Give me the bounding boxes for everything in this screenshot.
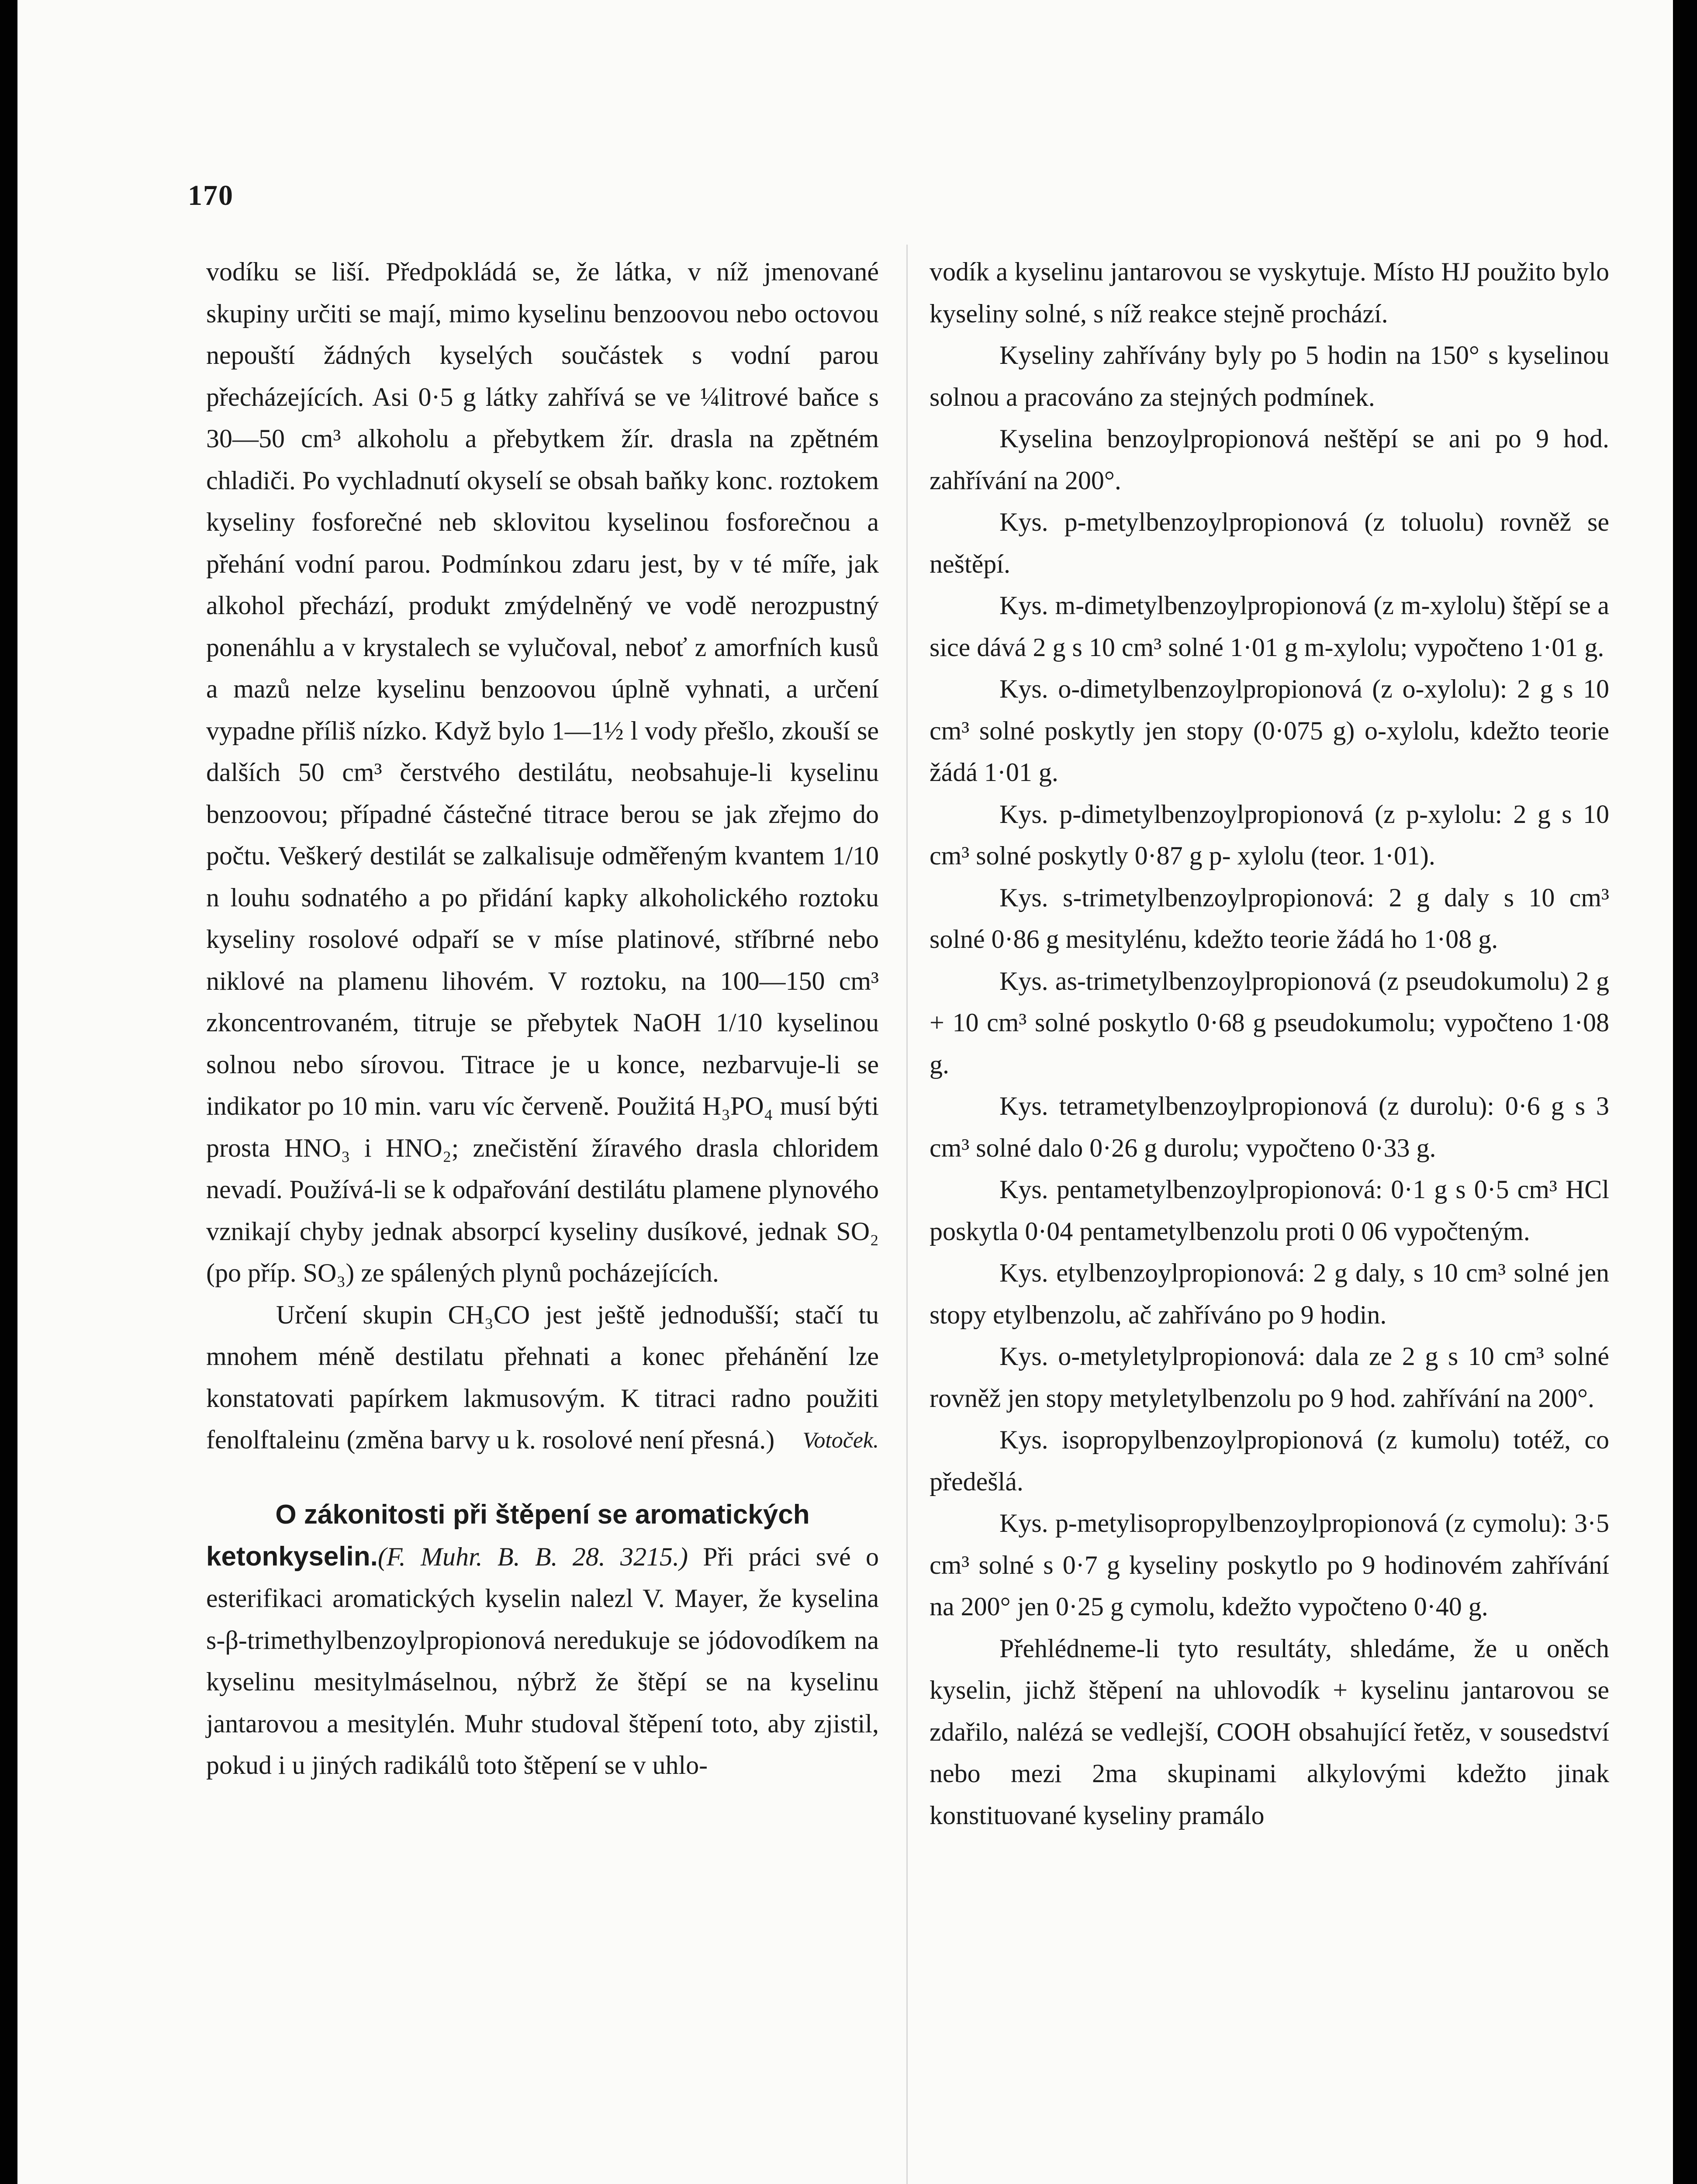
paragraph: Kys. o-dimetylbenzoylpropionová (z o-xylolu): 2 g s 10 cm³ solné poskytly jen stopy (0·075 g) o-xylolu, kdežto teorie žádá 1·01 g. [930, 674, 1609, 787]
paragraph: Určení skupin CH₃CO jest ještě jednodušší; stačí tu mnohem méně destilatu přehnati a konec přehánění lze konstatovati papírkem lakmusovým. K titraci radno použiti fenolftaleinu (změna barvy u k. rosolové není přesná.) [206, 1300, 879, 1454]
article-heading-continued: ketonkyselin. [206, 1541, 378, 1572]
author-signature: Votoček. [802, 1427, 879, 1453]
paragraph: Kys. isopropylbenzoylpropionová (z kumolu) totéž, co předešlá. [930, 1425, 1609, 1496]
paragraph: vodíku se liší. Předpokládá se, že látka, v níž jmenované skupiny určiti se mají, mimo kyselinu benzoovou nebo octovou nepouští žádných kyselých součástek s vodní parou přecházejících. Asi 0·5 g látky zahřívá se ve ¼litrové baňce s 30—50 cm³ alkoholu a přebytkem žír. drasla na zpětném chladiči. Po vychladnutí okyselí se obsah baňky konc. roztokem kyseliny fosforečné neb sklovitou kyselinou fosforečnou a přehání vodní parou. Podmínkou zdaru jest, by v té míře, jak alkohol přechází, produkt zmýdelněný ve vodě nerozpustný ponenáhlu a v krystalech se vylučoval, neboť z amorfních kusů a mazů nelze kyselinu benzoovou úplně vyhnati, a určení vypadne příliš nízko. Když bylo 1—1½ l vody přešlo, zkouší se dalších 50 cm³ čerstvého destilátu, neobsahuje-li kyselinu benzoovou; případné částečné titrace berou se jak zřejmo do počtu. Veškerý destilát se zalkalisuje odměřeným kvantem 1/10 n louhu sodnatého a po přidání kapky alkoholického roztoku kyseliny rosolové odpaří se v míse platinové, stříbrné nebo niklové na plamenu lihovém. V roztoku, na 100—150 cm³ zkoncentrovaném, titruje se přebytek NaOH 1/10 kyselinou solnou nebo sírovou. Titrace je u konce, nezbarvuje-li se indikator po 10 min. varu víc červeně. Použitá H₃PO₄ musí býti prosta HNO₃ i HNO₂; znečistění žíravého drasla chloridem nevadí. Používá-li se k odpařování destilátu plamene plynového vznikají chyby jednak absorpcí kyseliny dusíkové, jednak SO₂ (po příp. SO₃) ze spálených plynů pocházejících. [206, 257, 879, 1287]
paragraph: Kyseliny zahřívány byly po 5 hodin na 150° s kyselinou solnou a pracováno za stejných podmínek. [930, 341, 1609, 411]
right-column [930, 251, 1609, 1836]
column-divider [906, 245, 908, 2184]
paragraph: Kyselina benzoylpropionová neštěpí se ani po 9 hod. zahřívání na 200°. [930, 424, 1609, 495]
paragraph: Kys. as-trimetylbenzoylpropionová (z pseudokumolu) 2 g + 10 cm³ solné poskytlo 0·68 g pseudokumolu; vypočteno 1·08 g. [930, 966, 1609, 1079]
citation: (F. Muhr. B. B. 28. 3215.) [377, 1542, 688, 1571]
left-column [206, 251, 879, 1787]
article-first-paragraph [206, 1536, 879, 1787]
page-number: 170 [188, 180, 234, 211]
article-heading: O zákonitosti při štěpení se aromatických [275, 1500, 810, 1530]
paragraph: Kys. m-dimetylbenzoylpropionová (z m-xylolu) štěpí se a sice dává 2 g s 10 cm³ solné 1·01 g m-xylolu; vypočteno 1·01 g. [930, 591, 1609, 662]
book-page [17, 0, 1673, 2184]
paragraph: Kys. p-metylbenzoylpropionová (z toluolu) rovněž se neštěpí. [930, 508, 1609, 578]
paragraph: Kys. p-metylisopropylbenzoylpropionová (z cymolu): 3·5 cm³ solné s 0·7 g kyseliny poskytlo po 9 hodinovém zahřívání na 200° jen 0·25 g cymolu, kdežto vypočteno 0·40 g. [930, 1509, 1609, 1621]
paragraph: Kys. o-metyletylpropionová: dala ze 2 g s 10 cm³ solné rovněž jen stopy metyletylbenzolu po 9 hod. zahřívání na 200°. [930, 1342, 1609, 1413]
paragraph-text: Při práci své o esterifikaci aromatických kyselin nalezl V. Mayer, že kyselina s-β-trimethylbenzoylpropionová neredukuje se jódovodíkem na kyselinu mesitylmáselnou, nýbrž že štěpí se na kyselinu jantarovou a mesitylén. Muhr studoval štěpení toto, aby zjistil, pokud i u jiných radikálů toto štěpení se v uhlo- [206, 1542, 879, 1780]
paragraph: Kys. etylbenzoylpropionová: 2 g daly, s 10 cm³ solné jen stopy etylbenzolu, ač zahříváno po 9 hodin. [930, 1258, 1609, 1329]
paragraph: Přehlédneme-li tyto resultáty, shledáme, že u oněch kyselin, jichž štěpení na uhlovodík + kyselinu jantarovou se zdařilo, nalézá se vedlejší, COOH obsahující řetěz, v sousedství nebo mezi 2ma skupinami alkylovými kdežto jinak konstituované kyseliny pramálo [930, 1634, 1609, 1830]
paragraph: Kys. s-trimetylbenzoylpropionová: 2 g daly s 10 cm³ solné 0·86 g mesitylénu, kdežto teorie žádá ho 1·08 g. [930, 883, 1609, 954]
paragraph: Kys. p-dimetylbenzoylpropionová (z p-xylolu: 2 g s 10 cm³ solné poskytly 0·87 g p- xylolu (teor. 1·01). [930, 799, 1609, 870]
paragraph: Kys. pentametylbenzoylpropionová: 0·1 g s 0·5 cm³ HCl poskytla 0·04 pentametylbenzolu proti 0 06 vypočteným. [930, 1175, 1609, 1246]
paragraph: vodík a kyselinu jantarovou se vyskytuje. Místo HJ použito bylo kyseliny solné, s níž reakce stejně prochází. [930, 257, 1609, 328]
paragraph: Kys. tetrametylbenzoylpropionová (z durolu): 0·6 g s 3 cm³ solné dalo 0·26 g durolu; vypočteno 0·33 g. [930, 1092, 1609, 1162]
